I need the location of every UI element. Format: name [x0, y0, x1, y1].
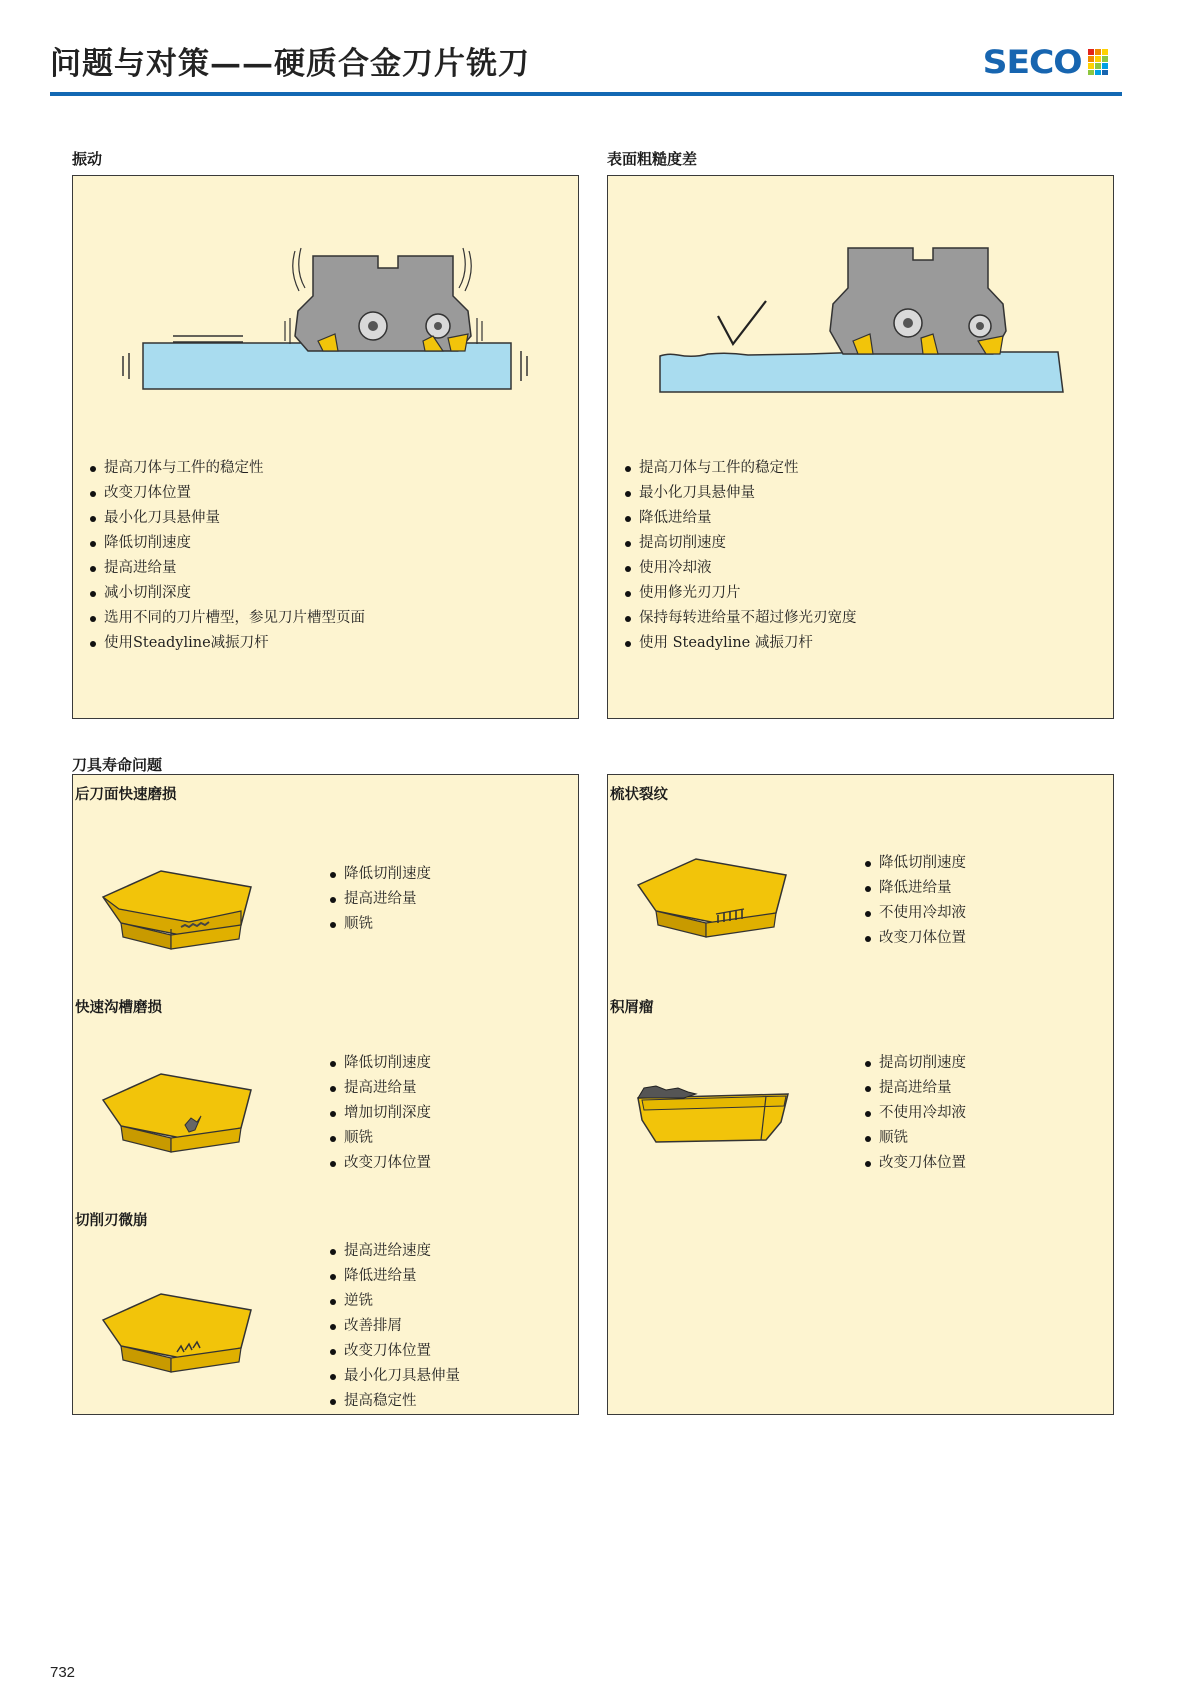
surface-remedy-list [625, 456, 857, 656]
flank-wear-insert-illustration [101, 867, 261, 957]
comb-cracks-remedy-list [865, 851, 966, 951]
list-item: 不使用冷却液 [865, 901, 966, 926]
tool-life-label: 刀具寿命问题 [72, 756, 163, 774]
list-item: 降低进给量 [625, 506, 857, 531]
list-item: 改变刀体位置 [90, 481, 365, 506]
built-up-edge-label: 积屑瘤 [610, 999, 654, 1016]
list-item: 提高切削速度 [865, 1051, 966, 1076]
list-item: 顺铣 [330, 912, 431, 937]
list-item: 改变刀体位置 [330, 1151, 431, 1176]
surface-label: 表面粗糙度差 [607, 150, 698, 168]
list-item: 改变刀体位置 [865, 926, 966, 951]
vibrating-cutter-illustration [73, 176, 580, 436]
logo-text: SECO [983, 43, 1082, 81]
comb-cracks-label: 梳状裂纹 [610, 786, 668, 803]
list-item: 降低切削速度 [90, 531, 365, 556]
notch-wear-remedy-list [330, 1051, 431, 1176]
list-item: 提高进给量 [330, 887, 431, 912]
chipping-remedy-list [330, 1239, 460, 1414]
surface-finish-cutter-illustration [608, 176, 1115, 436]
list-item: 提高刀体与工件的稳定性 [90, 456, 365, 481]
title-rule [50, 92, 1122, 96]
list-item: 最小化刀具悬伸量 [90, 506, 365, 531]
list-item: 提高进给量 [330, 1076, 431, 1101]
list-item: 使用Steadyline减振刀杆 [90, 631, 365, 656]
list-item: 提高进给量 [90, 556, 365, 581]
chipping-insert-illustration [101, 1290, 261, 1380]
chipping-label: 切削刃微崩 [75, 1212, 148, 1229]
list-item: 使用 Steadyline 减振刀杆 [625, 631, 857, 656]
logo-mark-icon [1088, 49, 1114, 75]
list-item: 顺铣 [330, 1126, 431, 1151]
list-item: 降低进给量 [865, 876, 966, 901]
list-item: 改变刀体位置 [330, 1339, 460, 1364]
list-item: 最小化刀具悬伸量 [330, 1364, 460, 1389]
list-item: 使用修光刃刀片 [625, 581, 857, 606]
tool-life-left-panel [72, 774, 579, 1415]
list-item: 减小切削深度 [90, 581, 365, 606]
list-item: 顺铣 [865, 1126, 966, 1151]
list-item: 保持每转进给量不超过修光刃宽度 [625, 606, 857, 631]
vibration-panel [72, 175, 579, 719]
list-item: 降低切削速度 [865, 851, 966, 876]
list-item: 提高进给速度 [330, 1239, 460, 1264]
list-item: 增加切削深度 [330, 1101, 431, 1126]
list-item: 最小化刀具悬伸量 [625, 481, 857, 506]
list-item: 逆铣 [330, 1289, 460, 1314]
built-up-edge-insert-illustration [636, 1080, 801, 1160]
list-item: 降低切削速度 [330, 1051, 431, 1076]
vibration-label: 振动 [72, 150, 103, 168]
list-item: 提高切削速度 [625, 531, 857, 556]
page-title: 问题与对策——硬质合金刀片铣刀 [50, 46, 530, 82]
page-number: 732 [50, 1664, 76, 1681]
notch-wear-insert-illustration [101, 1070, 261, 1160]
built-up-edge-remedy-list [865, 1051, 966, 1176]
tool-life-right-panel [607, 774, 1114, 1415]
list-item: 提高稳定性 [330, 1389, 460, 1414]
list-item: 选用不同的刀片槽型，参见刀片槽型页面 [90, 606, 365, 631]
list-item: 改善排屑 [330, 1314, 460, 1339]
list-item: 降低切削速度 [330, 862, 431, 887]
flank-wear-label: 后刀面快速磨损 [75, 786, 177, 803]
surface-panel [607, 175, 1114, 719]
vibration-remedy-list [90, 456, 365, 656]
list-item: 使用冷却液 [625, 556, 857, 581]
list-item: 降低进给量 [330, 1264, 460, 1289]
notch-wear-label: 快速沟槽磨损 [75, 999, 162, 1016]
comb-cracks-insert-illustration [636, 855, 796, 945]
seco-logo [983, 43, 1114, 81]
list-item: 不使用冷却液 [865, 1101, 966, 1126]
list-item: 改变刀体位置 [865, 1151, 966, 1176]
flank-wear-remedy-list [330, 862, 431, 937]
list-item: 提高刀体与工件的稳定性 [625, 456, 857, 481]
list-item: 提高进给量 [865, 1076, 966, 1101]
